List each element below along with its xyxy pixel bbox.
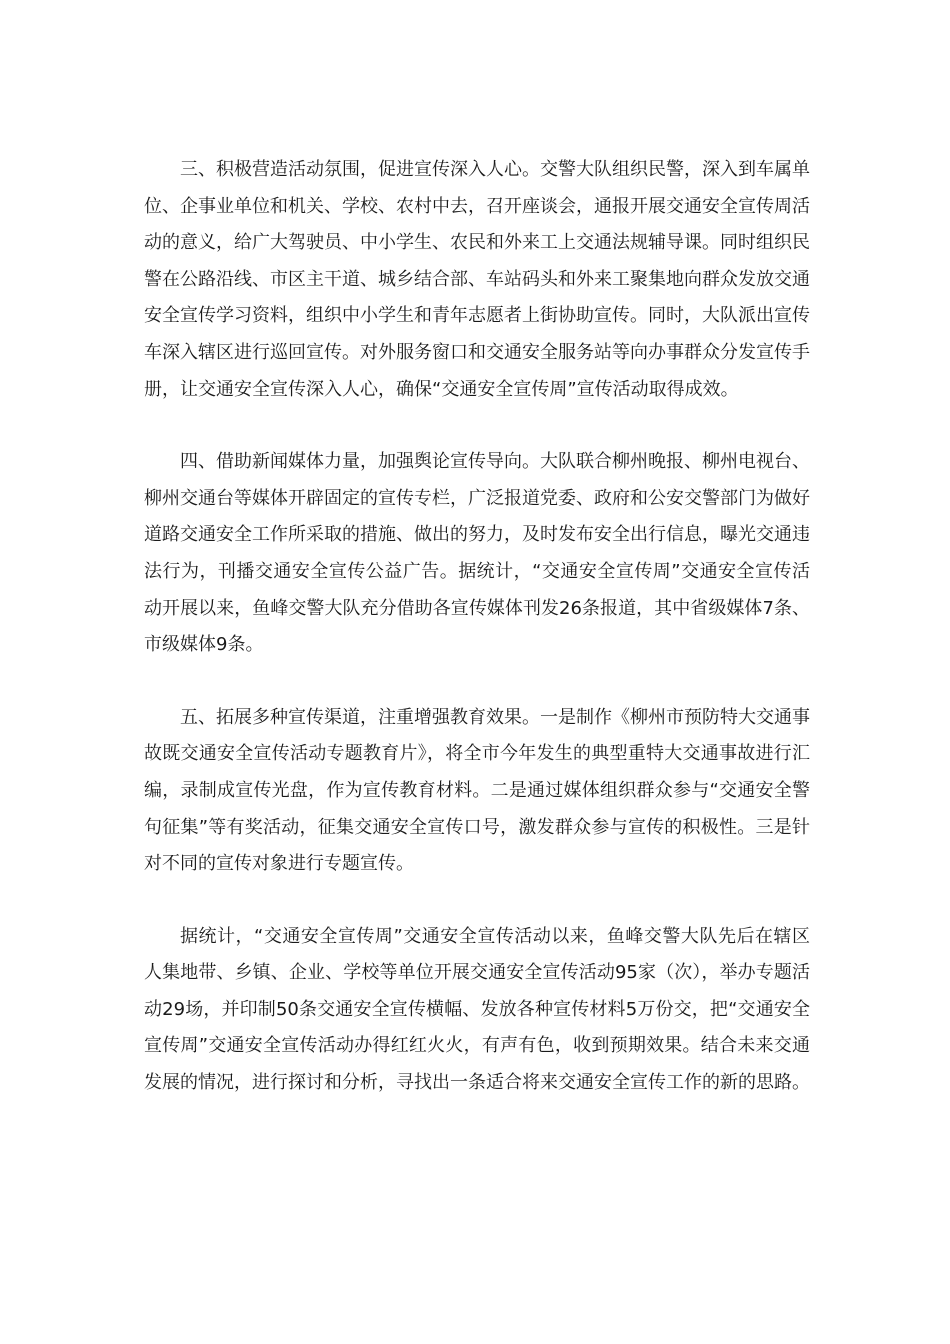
paragraph-statistics-summary: 据统计，“交通安全宣传周”交通安全宣传活动以来，鱼峰交警大队先后在辖区人集地带、乡镇、企业、学校等单位开展交通安全宣传活动95家（次），举办专题活动29场，并印制50条交通安全宣传横幅、发放各种宣传材料5万份交，把“交通安全宣传周”交通安全宣传活动办得红红火火，有声有色，收到预期效果。结合未来交通发展的情况，进行探讨和分析，寻找出一条适合将来交通安全宣传工作的新的思路。 (144, 925, 810, 1094)
paragraph-3-publicity-atmosphere: 三、积极营造活动氛围，促进宣传深入人心。交警大队组织民警，深入到车属单位、企事业单位和机关、学校、农村中去，召开座谈会，通报开展交通安全宣传周活动的意义，给广大驾驶员、中小学生、农民和外来工上交通法规辅导课。同时组织民警在公路沿线、市区主干道、城乡结合部、车站码头和外来工聚集地向群众发放交通安全宣传学习资料，组织中小学生和青年志愿者上街协助宣传。同时，大队派出宣传车深入辖区进行巡回宣传。对外服务窗口和交通安全服务站等向办事群众分发宣传手册，让交通安全宣传深入人心，确保“交通安全宣传周”宣传活动取得成效。 (144, 159, 810, 400)
document-body (144, 152, 810, 1138)
paragraph-5-publicity-channels: 五、拓展多种宣传渠道，注重增强教育效果。一是制作《柳州市预防特大交通事故既交通安全宣传活动专题教育片》，将全市今年发生的典型重特大交通事故进行汇编，录制成宣传光盘，作为宣传教育材料。二是通过媒体组织群众参与“交通安全警句征集”等有奖活动，征集交通安全宣传口号，激发群众参与宣传的积极性。三是针对不同的宣传对象进行专题宣传。 (144, 706, 810, 875)
paragraph-4-news-media: 四、借助新闻媒体力量，加强舆论宣传导向。大队联合柳州晚报、柳州电视台、柳州交通台等媒体开辟固定的宣传专栏，广泛报道党委、政府和公安交警部门为做好道路交通安全工作所采取的措施、做出的努力，及时发布安全出行信息，曝光交通违法行为，刊播交通安全宣传公益广告。据统计，“交通安全宣传周”交通安全宣传活动开展以来，鱼峰交警大队充分借助各宣传媒体刊发26条报道，其中省级媒体7条、市级媒体9条。 (144, 451, 810, 656)
